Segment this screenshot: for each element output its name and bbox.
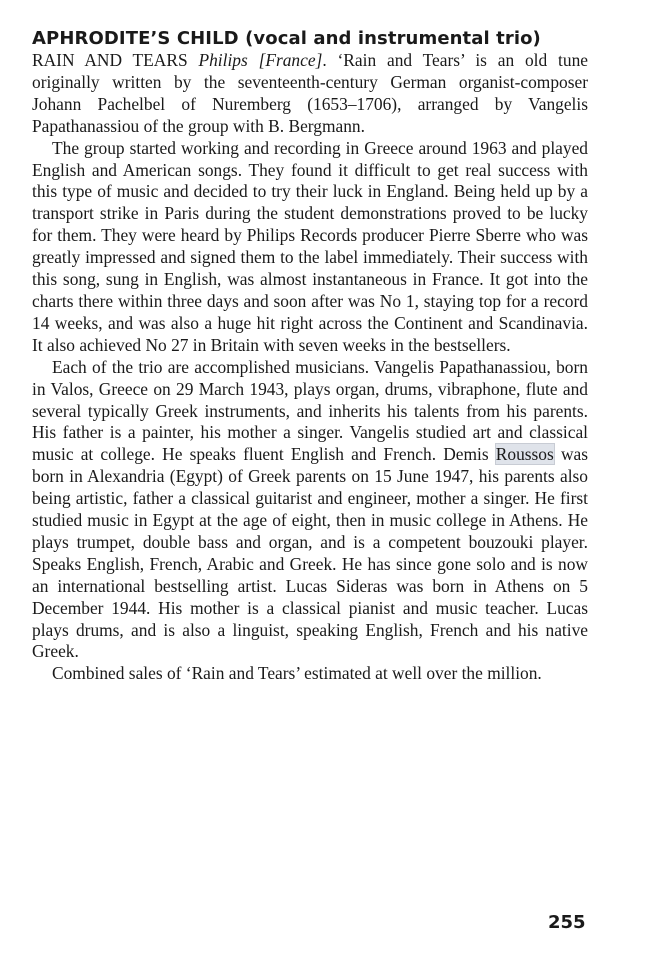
intro-text: . ‘Rain and Tears’ is an old tune originally written by the seventeenth-century German organist-composer Johann Pachelbel of Nuremberg (1653–1706), arranged by Vangelis Papathanassiou of the group with B. Bergmann. <box>32 50 588 136</box>
members-paragraph <box>32 357 588 664</box>
song-title: RAIN AND TEARS <box>32 50 188 70</box>
label-country: [France] <box>258 50 323 70</box>
page-number: 255 <box>548 912 586 933</box>
highlighted-word[interactable]: Roussos <box>495 444 554 465</box>
sales-paragraph: Combined sales of ‘Rain and Tears’ estimated at well over the million. <box>52 663 542 684</box>
intro-paragraph <box>32 50 588 138</box>
entry-body <box>32 50 588 685</box>
members-text-before: Each of the trio are accomplished musicians. Vangelis Papathanassiou, born in Valos, Greece on 29 March 1943, plays organ, drums, vibraphone, flute and several typically Greek instruments, and inherits his talents from his parents. His father is a painter, his mother a singer. Vangelis studied art and classical music at college. He speaks fluent English and French. Demis <box>32 356 588 465</box>
history-paragraph: The group started working and recording in Greece around 1963 and played English and American songs. They found it difficult to get real success with this type of music and decided to try their luck in England. Being held up by a transport strike in Paris during the student demonstrations proved to be lucky for them. They were heard by Philips Records producer Pierre Sberre who was greatly impressed and signed them to the label immediately. Their success with this song, sung in English, was almost instantaneous in France. It got into the charts there within three days and soon after was No 1, staying top for a record 14 weeks, and was also a huge hit right across the Continent and Scandinavia. It also achieved No 27 in Britain with seven weeks in the bestsellers. <box>32 137 588 355</box>
book-page <box>32 28 588 685</box>
record-label: Philips <box>198 50 248 70</box>
members-text-after: was born in Alexandria (Egypt) of Greek parents on 15 June 1947, his parents also being artistic, father a classical guitarist and engineer, mother a singer. He first studied music in Egypt at the age of eight, then in music college in Athens. He plays trumpet, double bass and organ, and is a competent bouzouki player. Speaks English, French, Arabic and Greek. He has since gone solo and is now an international bestselling artist. Lucas Sideras was born in Athens on 5 December 1944. His mother is a classical pianist and music teacher. Lucas plays drums, and is also a linguist, speaking English, French and his native Greek. <box>32 444 588 662</box>
entry-heading: APHRODITE’S CHILD (vocal and instrumental trio) <box>32 28 541 49</box>
